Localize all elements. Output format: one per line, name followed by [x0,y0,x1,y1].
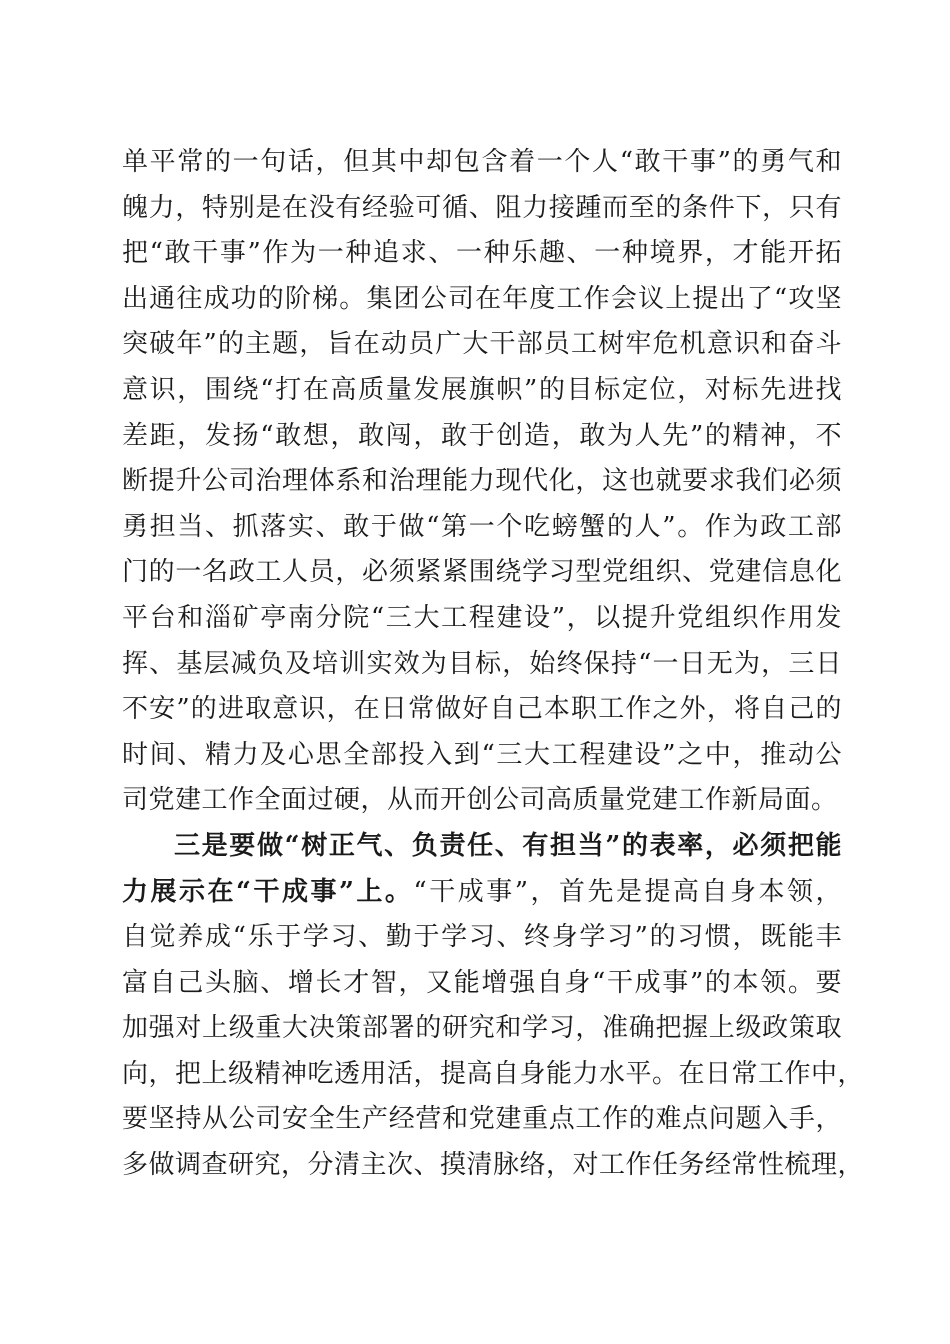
paragraph-2 [122,824,865,1189]
text-line: 多做调查研究，分清主次、摸清脉络，对工作任务经常性梳理， [122,1150,865,1181]
section-heading-continued: 力展示在“干成事”上。 [122,876,414,907]
text-line: 平台和淄矿亭南分院“三大工程建设”，以提升党组织作用发 [122,602,842,633]
text-run: “干成事”，首先是提高自身本领， [413,876,842,907]
text-line [122,870,842,916]
text-line: 差距，发扬“敢想，敢闯，敢于创造，敢为人先”的精神，不 [122,420,842,451]
text-line: 向，把上级精神吃透用活，提高自身能力水平。在日常工作中， [122,1058,865,1089]
body-text [122,140,865,1189]
text-line: 断提升公司治理体系和治理能力现代化，这也就要求我们必须 [122,466,842,497]
text-line: 富自己头脑、增长才智，又能增强自身“干成事”的本领。要 [122,967,842,998]
text-line: 要坚持从公司安全生产经营和党建重点工作的难点问题入手， [122,1104,842,1135]
paragraph-1 [122,140,842,824]
text-line: 不安”的进取意识，在日常做好自己本职工作之外，将自己的 [122,694,842,725]
text-line: 时间、精力及心思全部投入到“三大工程建设”之中，推动公 [122,739,842,770]
text-line: 挥、基层减负及培训实效为目标，始终保持“一日无为，三日 [122,648,842,679]
section-heading-line [122,824,842,870]
text-line: 勇担当、抓落实、敢于做“第一个吃螃蟹的人”。作为政工部 [122,511,842,542]
text-line: 单平常的一句话，但其中却包含着一个人“敢干事”的勇气和 [122,147,842,177]
text-line: 司党建工作全面过硬，从而开创公司高质量党建工作新局面。 [122,785,838,816]
text-line: 把“敢干事”作为一种追求、一种乐趣、一种境界，才能开拓 [122,238,842,269]
text-line: 意识，围绕“打在高质量发展旗帜”的目标定位，对标先进找 [122,374,842,405]
text-line: 魄力，特别是在没有经验可循、阻力接踵而至的条件下，只有 [122,192,842,223]
text-line: 出通往成功的阶梯。集团公司在年度工作会议上提出了“攻坚 [122,283,842,314]
text-line: 加强对上级重大决策部署的研究和学习，准确把握上级政策取 [122,1013,842,1044]
text-line: 自觉养成“乐于学习、勤于学习、终身学习”的习惯，既能丰 [122,922,842,953]
text-line: 突破年”的主题，旨在动员广大干部员工树牢危机意识和奋斗 [122,329,842,360]
text-line: 门的一名政工人员，必须紧紧围绕学习型党组织、党建信息化 [122,557,842,588]
section-heading: 三是要做“树正气、负责任、有担当”的表率，必须把能 [174,830,842,861]
